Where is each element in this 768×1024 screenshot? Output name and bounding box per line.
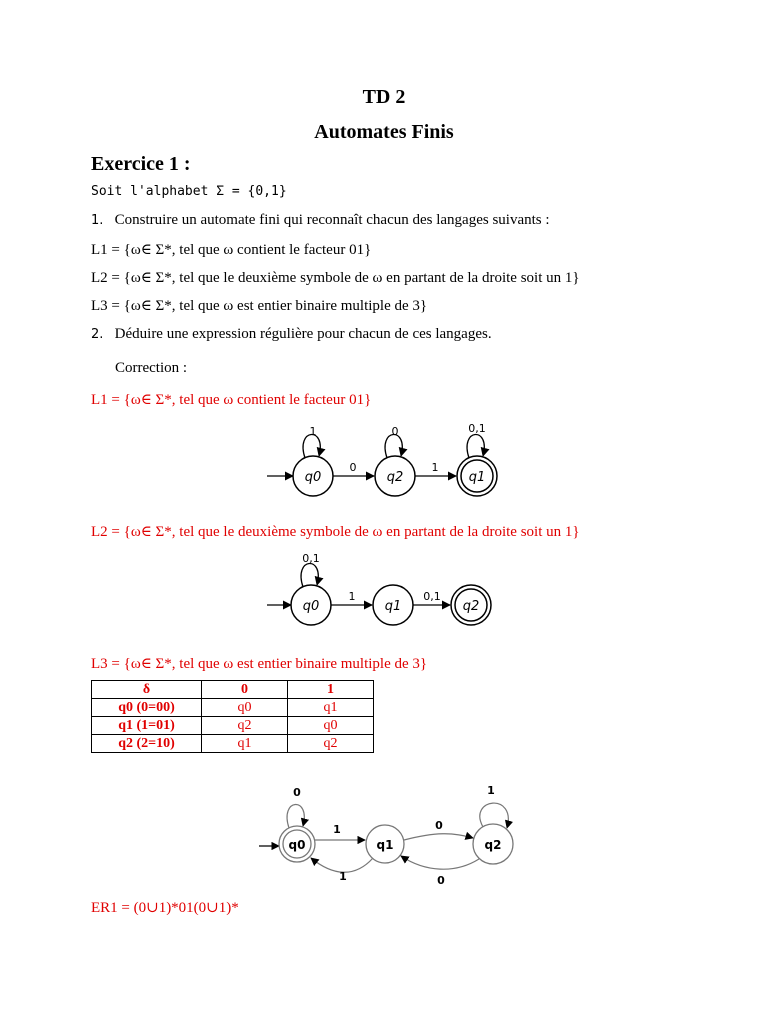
transition-q1-q2: [404, 834, 473, 840]
loop-q2: [385, 434, 402, 458]
automaton-l3-diagram: [255, 780, 525, 890]
table-header-cell: δ: [92, 681, 202, 699]
state-q1: [366, 825, 404, 863]
loop-q1-label: 0,1: [468, 422, 486, 435]
automaton-l2-diagram: [255, 550, 515, 638]
question-1-number: 1.: [91, 213, 104, 228]
state-q0: [291, 585, 331, 625]
question-1: [91, 212, 550, 229]
table-cell: q1 (1=01): [92, 717, 202, 735]
transition-q2-q1-label: 1: [431, 461, 439, 474]
transition-q1-q2-label: 0: [435, 819, 443, 832]
state-q2-label: q2: [462, 599, 480, 614]
state-q0-final: [279, 826, 315, 862]
loop-q0-label: 1: [309, 425, 317, 438]
question-1-text: Construire un automate fini qui reconnaît chacun des langages suivants :: [114, 212, 550, 228]
loop-q1: [467, 434, 484, 458]
transition-q0-q1-label: 1: [348, 590, 356, 603]
loop-q2-label: 1: [487, 784, 495, 797]
state-q1-label: q1: [468, 470, 486, 485]
correction-l2: L2 = {ω∈ Σ*, tel que le deuxième symbole de ω en partant de la droite soit un 1}: [91, 524, 580, 540]
transition-q2-q1: [401, 856, 479, 869]
loop-q0: [301, 563, 318, 587]
state-q1-label: q1: [384, 599, 402, 614]
language-l1: L1 = {ω∈ Σ*, tel que ω contient le facteur 01}: [91, 242, 372, 258]
loop-q0: [303, 434, 320, 458]
transition-q0-q2-label: 0: [349, 461, 357, 474]
state-q2-label: q2: [386, 470, 404, 485]
question-2-text: Déduire une expression régulière pour chacun de ces langages.: [114, 326, 492, 342]
language-l2: L2 = {ω∈ Σ*, tel que le deuxième symbole de ω en partant de la droite soit un 1}: [91, 270, 580, 286]
question-2: [91, 326, 492, 343]
table-header-cell: 1: [288, 681, 374, 699]
loop-q0-label: 0: [293, 786, 301, 799]
table-row: [92, 699, 374, 717]
document-title: TD 2: [362, 86, 406, 108]
correction-l1: L1 = {ω∈ Σ*, tel que ω contient le facteur 01}: [91, 392, 372, 408]
transition-q2-q1-label: 0: [437, 874, 445, 887]
table-header-cell: 0: [202, 681, 288, 699]
document-subtitle: Automates Finis: [314, 121, 454, 143]
transition-q1-q0-label: 1: [339, 870, 347, 883]
state-q2-label: q2: [484, 838, 502, 852]
state-q0-label: q0: [302, 599, 320, 614]
loop-q0-label: 0,1: [302, 552, 320, 565]
state-q0: [293, 456, 333, 496]
table-cell: q2 (2=10): [92, 735, 202, 753]
state-q1-final: [457, 456, 497, 496]
state-q1: [373, 585, 413, 625]
table-cell: q0: [202, 699, 288, 717]
table-row: [92, 717, 374, 735]
table-cell: q1: [288, 699, 374, 717]
table-row: [92, 735, 374, 753]
transition-q0-q1-label: 1: [333, 823, 341, 836]
language-l3: L3 = {ω∈ Σ*, tel que ω est entier binaire multiple de 3}: [91, 298, 428, 314]
transition-table: [91, 680, 374, 753]
table-cell: q0: [288, 717, 374, 735]
correction-l3: L3 = {ω∈ Σ*, tel que ω est entier binaire multiple de 3}: [91, 656, 428, 672]
regular-expression-er1: ER1 = (0∪1)*01(0∪1)*: [91, 900, 239, 916]
automaton-l1-diagram: [255, 418, 515, 506]
question-2-number: 2.: [91, 327, 104, 342]
table-cell: q2: [288, 735, 374, 753]
state-q1-label: q1: [376, 838, 394, 852]
alphabet-statement: Soit l'alphabet Σ = {0,1}: [91, 184, 287, 199]
table-cell: q0 (0=00): [92, 699, 202, 717]
table-header-row: [92, 681, 374, 699]
transition-q1-q2-label: 0,1: [423, 590, 441, 603]
state-q0-label: q0: [288, 838, 306, 852]
table-cell: q2: [202, 717, 288, 735]
state-q2: [375, 456, 415, 496]
table-cell: q1: [202, 735, 288, 753]
correction-label: Correction :: [115, 360, 188, 376]
exercise-heading: Exercice 1 :: [91, 153, 191, 175]
loop-q0: [287, 804, 304, 828]
state-q2: [473, 824, 513, 864]
state-q0-label: q0: [304, 470, 322, 485]
loop-q2-label: 0: [391, 425, 399, 438]
state-q2-final: [451, 585, 491, 625]
